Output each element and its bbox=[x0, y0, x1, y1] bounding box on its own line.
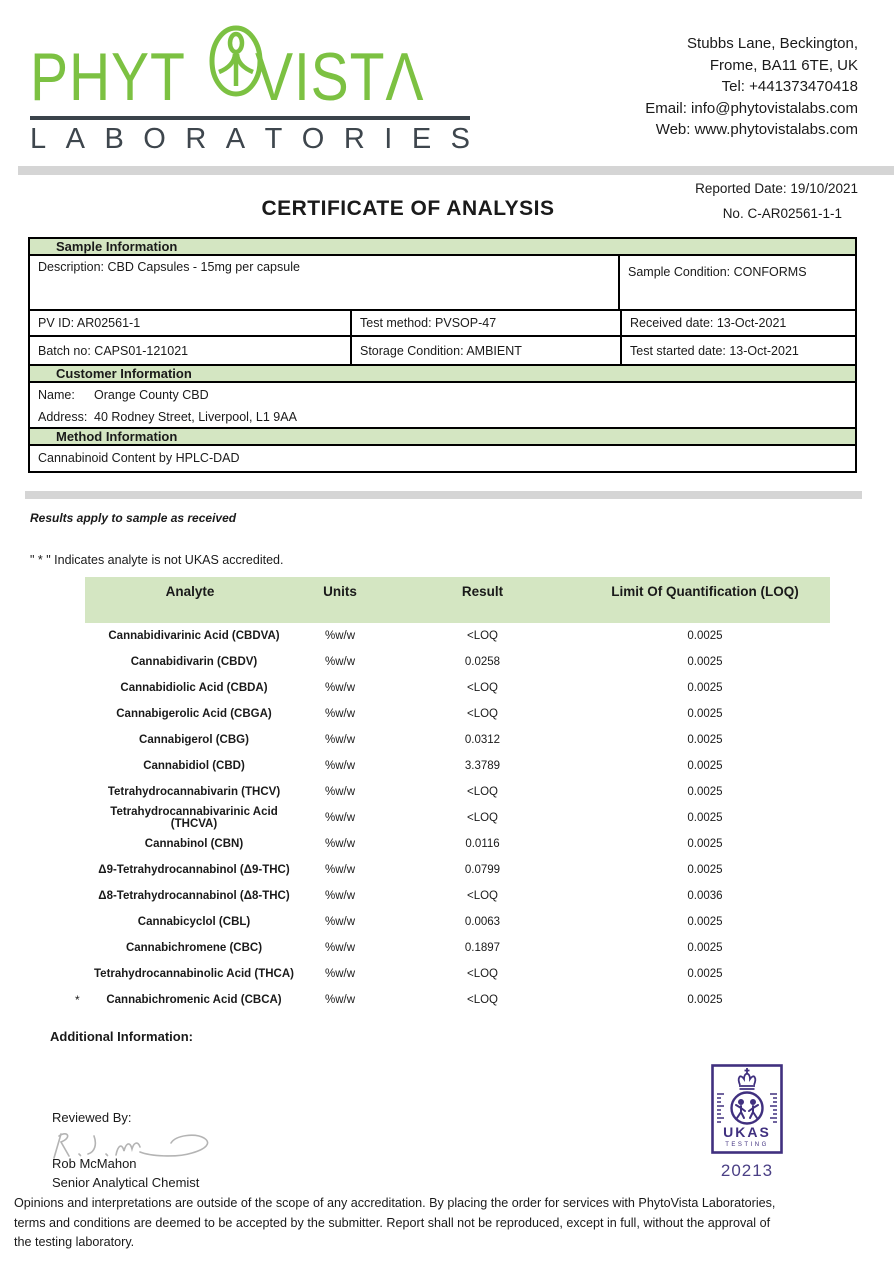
result-cell: <LOQ bbox=[466, 629, 498, 642]
analyte-cell: Δ9-Tetrahydrocannabinol (Δ9-THC) bbox=[98, 863, 290, 876]
table-row bbox=[85, 883, 830, 909]
col-header-analyte: Analyte bbox=[85, 577, 295, 623]
customer-info-table bbox=[28, 364, 857, 429]
logo-subtitle-letter: B bbox=[104, 122, 124, 155]
customer-address-value: 40 Rodney Street, Liverpool, L1 9AA bbox=[94, 410, 297, 425]
logo-subtitle bbox=[30, 123, 470, 156]
loq-cell: 0.0025 bbox=[687, 785, 723, 798]
logo-subtitle-letter: R bbox=[185, 122, 207, 155]
analyte-cell: Tetrahydrocannabivarin (THCV) bbox=[107, 785, 281, 798]
table-row bbox=[30, 256, 855, 311]
result-cell: <LOQ bbox=[466, 707, 498, 720]
table-row bbox=[85, 987, 830, 1013]
result-cell: <LOQ bbox=[466, 681, 498, 694]
units-cell: %w/w bbox=[324, 785, 356, 798]
table-row bbox=[85, 779, 830, 805]
table-row bbox=[85, 935, 830, 961]
analyte-cell: Cannabidivarin (CBDV) bbox=[130, 655, 258, 668]
analyte-cell: Cannabidivarinic Acid (CBDVA) bbox=[108, 629, 280, 642]
ukas-number: 20213 bbox=[720, 1161, 774, 1180]
col-header-result: Result bbox=[385, 577, 580, 623]
logo-subtitle-letter: R bbox=[343, 122, 365, 155]
page-title: CERTIFICATE OF ANALYSIS bbox=[261, 196, 555, 220]
header bbox=[30, 22, 858, 156]
analyte-cell: Cannabigerol (CBG) bbox=[139, 733, 249, 746]
customer-address-label: Address: bbox=[38, 410, 88, 425]
table-row bbox=[85, 753, 830, 779]
loq-cell: 0.0025 bbox=[687, 863, 723, 876]
address-line: Email: info@phytovistalabs.com bbox=[645, 99, 858, 117]
logo-block bbox=[30, 22, 470, 156]
result-cell: <LOQ bbox=[466, 967, 498, 980]
logo-subtitle-letter: L bbox=[30, 122, 47, 155]
logo-subtitle-letter: O bbox=[301, 122, 325, 155]
lab-address-block bbox=[645, 22, 858, 156]
loq-cell: 0.0025 bbox=[687, 707, 723, 720]
table-row bbox=[85, 623, 830, 649]
svg-text:TESTING: TESTING bbox=[725, 1142, 769, 1148]
result-cell: 0.0063 bbox=[464, 915, 501, 928]
result-cell: 0.1897 bbox=[464, 941, 501, 954]
results-header-row bbox=[85, 577, 830, 623]
units-cell: %w/w bbox=[324, 863, 356, 876]
result-cell: 0.0312 bbox=[464, 733, 501, 746]
units-cell: %w/w bbox=[324, 915, 356, 928]
header-divider-bar bbox=[18, 166, 894, 175]
units-cell: %w/w bbox=[324, 967, 356, 980]
pv-id: PV ID: AR02561-1 bbox=[30, 311, 352, 335]
table-row bbox=[85, 675, 830, 701]
col-header-units: Units bbox=[295, 577, 385, 623]
units-cell: %w/w bbox=[324, 759, 356, 772]
loq-cell: 0.0025 bbox=[687, 759, 723, 772]
report-number: No. C-AR02561-1-1 bbox=[722, 205, 842, 221]
loq-cell: 0.0025 bbox=[687, 733, 723, 746]
table-row bbox=[85, 649, 830, 675]
logo-divider bbox=[30, 116, 470, 120]
loq-cell: 0.0025 bbox=[687, 811, 723, 824]
units-cell: %w/w bbox=[324, 655, 356, 668]
loq-cell: 0.0025 bbox=[687, 967, 723, 980]
customer-body bbox=[30, 383, 855, 427]
table-row bbox=[85, 857, 830, 883]
table-row bbox=[30, 311, 855, 337]
analyte-cell: Δ8-Tetrahydrocannabinol (Δ8-THC) bbox=[98, 889, 290, 902]
analyte-cell: Tetrahydrocannabinolic Acid (THCA) bbox=[94, 967, 294, 980]
analyte-cell: Tetrahydrocannabivarinic Acid (THCVA) bbox=[110, 805, 278, 830]
result-cell: 0.0116 bbox=[465, 837, 500, 850]
units-cell: %w/w bbox=[324, 811, 356, 824]
storage-condition: Storage Condition: AMBIENT bbox=[352, 337, 622, 365]
address-line: Frome, BA11 6TE, UK bbox=[709, 56, 858, 74]
table-row bbox=[85, 701, 830, 727]
method-value: Cannabinoid Content by HPLC-DAD bbox=[38, 451, 240, 466]
table-row bbox=[85, 831, 830, 857]
not-accredited-asterisk: * bbox=[75, 992, 80, 1007]
loq-cell: 0.0025 bbox=[687, 837, 723, 850]
section-header-method: Method Information bbox=[30, 429, 855, 446]
sample-description: Description: CBD Capsules - 15mg per capsule bbox=[30, 256, 620, 309]
sample-condition: Sample Condition: CONFORMS bbox=[628, 264, 807, 279]
result-cell: <LOQ bbox=[466, 785, 498, 798]
analyte-cell: Cannabicyclol (CBL) bbox=[137, 915, 251, 928]
analyte-cell: Cannabinol (CBN) bbox=[144, 837, 244, 850]
footer-disclaimer: Opinions and interpretations are outside of the scope of any accreditation. By placing the order for services with PhytoVista Laboratories, terms and conditions are deemed to be accepted by the submitter. Report shall not be reproduced, except in full, without the approval of the testing laboratory. bbox=[14, 1196, 776, 1249]
table-row bbox=[30, 337, 855, 365]
section-header-sample: Sample Information bbox=[30, 239, 855, 256]
units-cell: %w/w bbox=[324, 707, 356, 720]
table-row bbox=[85, 805, 830, 831]
table-row bbox=[85, 961, 830, 987]
loq-cell: 0.0036 bbox=[687, 889, 723, 902]
loq-cell: 0.0025 bbox=[687, 629, 723, 642]
analyte-cell: * Cannabichromenic Acid (CBCA) bbox=[75, 992, 282, 1007]
table-row bbox=[85, 727, 830, 753]
received-date: Received date: 13-Oct-2021 bbox=[630, 315, 787, 330]
units-cell: %w/w bbox=[324, 681, 356, 694]
units-cell: %w/w bbox=[324, 837, 356, 850]
table-row bbox=[85, 909, 830, 935]
logo-subtitle-letter: E bbox=[411, 122, 432, 155]
section-header-customer: Customer Information bbox=[30, 366, 855, 383]
analyte-cell: Cannabidiol (CBD) bbox=[143, 759, 245, 772]
result-cell: 0.0799 bbox=[464, 863, 501, 876]
test-method: Test method: PVSOP-47 bbox=[352, 311, 622, 335]
title-row bbox=[0, 177, 894, 235]
logo-subtitle-letter: A bbox=[225, 122, 246, 155]
logo-subtitle-letter: I bbox=[384, 122, 393, 155]
logo-subtitle-letter: A bbox=[65, 122, 85, 155]
accreditation-note: " * " Indicates analyte is not UKAS accredited. bbox=[30, 552, 284, 567]
col-header-loq: Limit Of Quantification (LOQ) bbox=[580, 577, 830, 623]
results-table-body bbox=[75, 623, 830, 1013]
loq-cell: 0.0025 bbox=[687, 993, 723, 1006]
units-cell: %w/w bbox=[324, 733, 356, 746]
units-cell: %w/w bbox=[324, 941, 356, 954]
customer-name-value: Orange County CBD bbox=[94, 388, 209, 403]
logo-text-vista: VISTΛ bbox=[255, 39, 425, 115]
result-cell: <LOQ bbox=[466, 811, 498, 824]
result-cell: <LOQ bbox=[466, 889, 498, 902]
loq-cell: 0.0025 bbox=[687, 941, 723, 954]
logo-text-phyt: PHYT bbox=[30, 39, 186, 115]
logo-subtitle-letter: T bbox=[264, 122, 283, 155]
units-cell: %w/w bbox=[324, 629, 356, 642]
customer-address-line bbox=[38, 410, 847, 424]
address-line: Web: www.phytovistalabs.com bbox=[655, 121, 858, 138]
reviewer-name: Rob McMahon bbox=[52, 1155, 137, 1171]
loq-cell: 0.0025 bbox=[687, 655, 723, 668]
method-info-table bbox=[28, 427, 857, 473]
logo-wordmark bbox=[30, 22, 470, 115]
units-cell: %w/w bbox=[324, 993, 356, 1006]
loq-cell: 0.0025 bbox=[687, 681, 723, 694]
units-cell: %w/w bbox=[324, 889, 356, 902]
ukas-accreditation-mark bbox=[711, 1064, 783, 1181]
test-started-date: Test started date: 13-Oct-2021 bbox=[630, 343, 799, 358]
batch-no: Batch no: CAPS01-121021 bbox=[30, 337, 352, 365]
report-meta bbox=[695, 181, 858, 221]
reported-date: Reported Date: 19/10/2021 bbox=[695, 180, 858, 196]
analyte-cell: Cannabigerolic Acid (CBGA) bbox=[116, 707, 272, 720]
result-cell: 0.0258 bbox=[464, 655, 501, 668]
logo-subtitle-letter: O bbox=[143, 122, 166, 155]
result-cell: 3.3789 bbox=[464, 759, 501, 772]
loq-cell: 0.0025 bbox=[687, 915, 723, 928]
additional-info-label: Additional Information: bbox=[50, 1028, 193, 1044]
results-table bbox=[75, 577, 830, 1013]
customer-name-label: Name: bbox=[38, 388, 75, 403]
analyte-cell: Cannabidiolic Acid (CBDA) bbox=[120, 681, 268, 694]
section-divider-bar bbox=[25, 491, 862, 499]
result-cell: <LOQ bbox=[466, 993, 498, 1006]
ukas-logo-icon bbox=[711, 1064, 783, 1154]
address-line: Tel: +441373470418 bbox=[721, 78, 858, 95]
results-note: Results apply to sample as received bbox=[30, 510, 237, 525]
svg-text:UKAS: UKAS bbox=[723, 1124, 771, 1140]
address-line: Stubbs Lane, Beckington, bbox=[687, 35, 858, 52]
reviewer-role: Senior Analytical Chemist bbox=[52, 1174, 200, 1190]
customer-name-line bbox=[38, 388, 847, 402]
logo-subtitle-letter: S bbox=[450, 122, 470, 155]
reviewed-by-label: Reviewed By: bbox=[52, 1109, 132, 1125]
sample-info-table bbox=[28, 237, 857, 367]
analyte-cell: Cannabichromene (CBC) bbox=[125, 941, 263, 954]
